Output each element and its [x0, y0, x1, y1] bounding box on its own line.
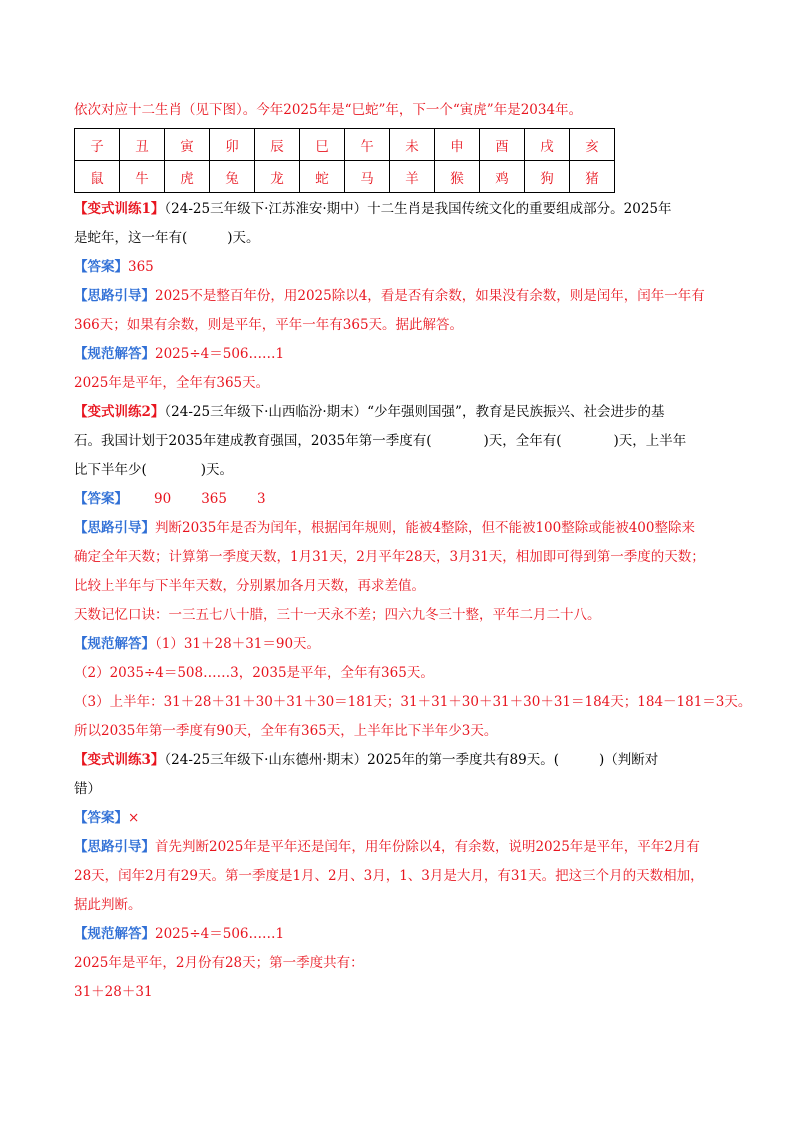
q3-guide: 首先判断2025年是平年还是闰年，用年份除以4，有余数，说明2025年是平年，平年2月有: [155, 839, 700, 855]
table-cell: 狗: [525, 161, 570, 193]
q1-solution-line2: 2025年是平年，全年有365天。: [74, 375, 270, 391]
q2-guide-line2: 确定全年天数；计算第一季度天数，1月31天，2月平年28天，3月31天，相加即可得到第一季度的天数；: [74, 549, 705, 565]
table-cell: 兔: [210, 161, 255, 193]
q3-guide-line2: 28天，闰年2月有29天。第一季度是1月、2月、3月，1、3月是大月，有31天。把这三个月的天数相加，: [74, 868, 704, 884]
q1-answer-line: [74, 253, 734, 282]
q3-title: 【变式训练3】: [74, 752, 165, 768]
answer-label: 【答案】: [74, 259, 128, 275]
q2-line3: [74, 456, 734, 485]
q1-solution-line1: [74, 340, 734, 369]
q3-line1: [74, 746, 734, 775]
q3-solution-line3: 31＋28＋31: [74, 984, 153, 1000]
table-cell: 寅: [165, 129, 210, 161]
q2-text: （24-25三年级下·山西临汾·期末）“少年强则国强”，教育是民族振兴、社会进步的基: [164, 404, 665, 420]
table-cell: 龙: [255, 161, 300, 193]
q1-solution: 2025÷4＝506……1: [155, 346, 285, 362]
q2-line2: [74, 427, 734, 456]
q3-solution-line2: 2025年是平年，2月份有28天；第一季度共有：: [74, 955, 364, 971]
q3-answer-line: [74, 804, 734, 833]
table-cell: 亥: [570, 129, 615, 161]
table-cell: 蛇: [300, 161, 345, 193]
q1-line2: [74, 224, 734, 253]
table-cell: 马: [345, 161, 390, 193]
q3-solution: 2025÷4＝506……1: [155, 926, 285, 942]
table-cell: 虎: [165, 161, 210, 193]
guide-label: 【思路引导】: [74, 839, 155, 855]
table-cell: 午: [345, 129, 390, 161]
q2-text: )天，全年有(: [483, 433, 562, 449]
table-cell: 丑: [120, 129, 165, 161]
q2-solution-line4: 所以2035年第一季度有90天，全年有365天，上半年比下半年少3天。: [74, 723, 498, 739]
table-cell: 猪: [570, 161, 615, 193]
table-cell: 牛: [120, 161, 165, 193]
q1-line1: [74, 195, 734, 224]
q1-guide: 2025不是整百年份，用2025除以4，看是否有余数，如果没有余数，则是闰年，闰年一年有: [155, 288, 705, 304]
q1-title: 【变式训练1】: [74, 201, 165, 217]
q3-text: )（判断对: [598, 752, 659, 768]
table-cell: 申: [435, 129, 480, 161]
q2-text: )天。: [200, 462, 234, 478]
q2-answer-2: 365: [201, 491, 227, 507]
table-row-branches: [75, 129, 615, 161]
q2-answer-3: 3: [256, 491, 266, 507]
table-cell: 羊: [390, 161, 435, 193]
table-cell: 卯: [210, 129, 255, 161]
table-cell: 子: [75, 129, 120, 161]
document-page: [74, 96, 752, 1007]
table-cell: 猴: [435, 161, 480, 193]
q2-guide: 判断2035年是否为闰年，根据闰年规则，能被4整除，但不能被100整除或能被400整除来: [155, 520, 695, 536]
table-cell: 鼠: [75, 161, 120, 193]
intro-text: 依次对应十二生肖（见下图）。今年2025年是“巳蛇”年，下一个“寅虎”年是2034年。: [74, 102, 583, 118]
q3-guide-line1: [74, 833, 734, 862]
q2-answer-line: [74, 485, 734, 514]
q2-guide-line3: 比较上半年与下半年天数，分别累加各月天数，再求差值。: [74, 578, 425, 594]
q3-line2: 错）: [74, 781, 101, 797]
table-cell: 辰: [255, 129, 300, 161]
q2-solution: （1）31＋28＋31＝90天。: [155, 636, 321, 652]
q3-text: （24-25三年级下·山东德州·期末）2025年的第一季度共有89天。(: [164, 752, 559, 768]
table-cell: 巳: [300, 129, 345, 161]
solution-label: 【规范解答】: [74, 926, 155, 942]
q2-solution-line3: （3）上半年：31＋28＋31＋30＋31＋30＝181天；31＋31＋30＋31＋30＋31＝184天；184－181＝3天。: [74, 694, 752, 710]
q2-mnemonic: 天数记忆口诀：一三五七八十腊，三十一天永不差；四六九冬三十整，平年二月二十八。: [74, 607, 601, 623]
table-cell: 未: [390, 129, 435, 161]
q2-text: 石。我国计划于2035年建成教育强国，2035年第一季度有(: [74, 433, 432, 449]
q1-answer: 365: [128, 259, 154, 275]
q2-answer-1: 90: [154, 491, 172, 507]
q1-text: )天。: [227, 230, 260, 246]
q1-text: （24-25三年级下·江苏淮安·期中）十二生肖是我国传统文化的重要组成部分。2025年: [164, 201, 672, 217]
zodiac-table: [74, 128, 615, 193]
q2-line1: [74, 398, 734, 427]
solution-label: 【规范解答】: [74, 636, 155, 652]
answer-label: 【答案】: [74, 491, 128, 507]
q2-solution-line2: （2）2035÷4＝508……3，2035是平年，全年有365天。: [74, 665, 434, 681]
q3-answer: ×: [128, 810, 140, 826]
q2-guide-line1: [74, 514, 734, 543]
solution-label: 【规范解答】: [74, 346, 155, 362]
q1-guide-line1: [74, 282, 734, 311]
guide-label: 【思路引导】: [74, 520, 155, 536]
q2-title: 【变式训练2】: [74, 404, 165, 420]
answer-label: 【答案】: [74, 810, 128, 826]
q2-text: )天，上半年: [613, 433, 687, 449]
table-row-animals: [75, 161, 615, 193]
table-cell: 酉: [480, 129, 525, 161]
q3-solution-line1: [74, 920, 734, 949]
q1-guide-line2: 366天；如果有余数，则是平年，平年一年有365天。据此解答。: [74, 317, 464, 333]
q3-guide-line3: 据此判断。: [74, 897, 142, 913]
table-cell: 鸡: [480, 161, 525, 193]
q1-text: 是蛇年，这一年有(: [74, 230, 188, 246]
q2-text: 比下半年少(: [74, 462, 147, 478]
guide-label: 【思路引导】: [74, 288, 155, 304]
table-cell: 戌: [525, 129, 570, 161]
q2-solution-line1: [74, 630, 734, 659]
